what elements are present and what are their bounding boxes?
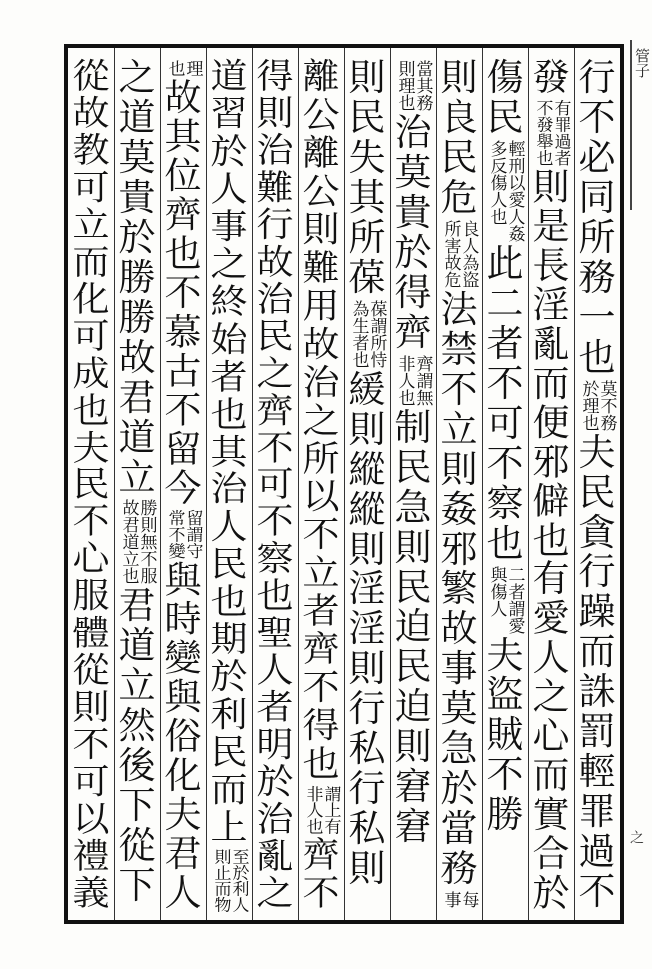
main-char: 與 bbox=[164, 559, 202, 602]
text-column bbox=[70, 58, 112, 913]
main-char: 此 bbox=[486, 241, 524, 285]
main-char: 窘 bbox=[394, 765, 432, 809]
main-char: 今 bbox=[164, 466, 202, 509]
main-char: 禁 bbox=[440, 327, 478, 371]
main-char: 其 bbox=[210, 431, 248, 473]
main-char: 故 bbox=[118, 335, 156, 379]
main-char: 是 bbox=[532, 205, 570, 248]
main-char: 勝 bbox=[118, 295, 156, 339]
main-char: 終 bbox=[210, 281, 248, 322]
main-char: 人 bbox=[532, 636, 570, 680]
annotation-line: 常不變 bbox=[164, 509, 185, 560]
annotation-line: 每 bbox=[458, 891, 479, 909]
column-rule bbox=[206, 48, 207, 920]
main-char: 人 bbox=[210, 506, 248, 548]
main-char: 勝 bbox=[486, 793, 524, 837]
main-char: 下 bbox=[118, 784, 156, 828]
main-char: 道 bbox=[118, 624, 156, 668]
main-char: 不 bbox=[302, 514, 340, 556]
main-char: 教 bbox=[72, 130, 110, 171]
main-char: 習 bbox=[210, 93, 248, 135]
main-char: 期 bbox=[210, 619, 248, 660]
main-char: 所 bbox=[348, 215, 386, 259]
main-char: 則 bbox=[348, 647, 386, 691]
main-char: 故 bbox=[440, 607, 478, 651]
annotation-line: 有罪過者 bbox=[550, 99, 571, 166]
main-char: 齊 bbox=[256, 390, 294, 431]
main-char: 化 bbox=[164, 754, 202, 797]
main-char: 然 bbox=[118, 704, 156, 748]
main-char: 察 bbox=[486, 481, 524, 525]
fore-edge-title: 管子 bbox=[633, 48, 651, 78]
main-char: 之 bbox=[256, 873, 294, 914]
main-char: 治 bbox=[256, 279, 294, 320]
main-char: 得 bbox=[394, 270, 432, 314]
main-char: 可 bbox=[256, 464, 294, 505]
main-char: 也 bbox=[210, 581, 248, 623]
main-char: 莫 bbox=[118, 135, 156, 179]
main-char: 則 bbox=[348, 847, 386, 891]
main-char: 公 bbox=[302, 94, 340, 136]
main-char: 於 bbox=[118, 215, 156, 259]
main-char: 於 bbox=[394, 230, 432, 274]
text-column bbox=[208, 58, 250, 914]
main-char: 君 bbox=[164, 832, 202, 875]
main-char: 而 bbox=[532, 754, 570, 797]
main-char: 化 bbox=[72, 279, 110, 320]
main-char: 不 bbox=[578, 870, 616, 914]
column-rule bbox=[482, 48, 483, 920]
main-char: 同 bbox=[578, 175, 616, 219]
main-char: 不 bbox=[256, 502, 294, 543]
main-char: 道 bbox=[118, 415, 156, 459]
main-char: 者 bbox=[256, 687, 294, 728]
main-char: 治 bbox=[256, 130, 294, 171]
main-char: 故 bbox=[256, 241, 294, 282]
main-char: 夫 bbox=[164, 793, 202, 836]
main-char: 也 bbox=[210, 394, 248, 435]
annotation-line: 至於利人 bbox=[228, 848, 249, 913]
main-char: 立 bbox=[118, 455, 156, 499]
main-char: 不 bbox=[486, 753, 524, 797]
main-char: 不 bbox=[440, 367, 478, 411]
main-char: 淫 bbox=[532, 283, 570, 326]
annotation-line: 齊謂無 bbox=[412, 354, 433, 406]
main-char: 則 bbox=[348, 56, 386, 99]
main-char: 盜 bbox=[486, 673, 524, 717]
main-char: 得 bbox=[256, 56, 294, 97]
main-char: 發 bbox=[532, 56, 570, 99]
main-char: 其 bbox=[164, 115, 202, 158]
annotation-line: 為生者也 bbox=[348, 299, 369, 368]
annotation-line: 也 bbox=[164, 59, 185, 77]
annotation-line: 二者謂愛 bbox=[504, 565, 525, 634]
main-char: 也 bbox=[164, 232, 202, 275]
main-char: 時 bbox=[164, 598, 202, 641]
main-char: 可 bbox=[486, 401, 524, 445]
main-char: 貴 bbox=[394, 190, 432, 234]
text-column bbox=[346, 58, 388, 889]
main-char: 務 bbox=[578, 255, 616, 299]
main-char: 則 bbox=[302, 208, 340, 250]
main-char: 亂 bbox=[256, 836, 294, 877]
main-char: 不 bbox=[486, 441, 524, 485]
annotation bbox=[166, 60, 201, 77]
main-char: 莫 bbox=[394, 150, 432, 194]
main-char: 則 bbox=[256, 93, 294, 134]
main-char: 必 bbox=[578, 135, 616, 179]
main-char: 便 bbox=[532, 401, 570, 444]
main-char: 從 bbox=[118, 824, 156, 868]
annotation bbox=[442, 891, 477, 908]
main-char: 縱 bbox=[348, 487, 386, 531]
main-char: 故 bbox=[72, 93, 110, 134]
main-char: 得 bbox=[302, 705, 340, 747]
main-char: 淫 bbox=[348, 607, 386, 651]
main-char: 民 bbox=[72, 464, 110, 505]
main-char: 道 bbox=[210, 56, 248, 97]
main-char: 窘 bbox=[394, 805, 432, 849]
main-char: 不 bbox=[256, 427, 294, 468]
main-char: 下 bbox=[118, 864, 156, 908]
annotation-line: 故君道立也 bbox=[118, 499, 139, 585]
main-char: 不 bbox=[578, 95, 616, 139]
main-char: 則 bbox=[348, 527, 386, 571]
annotation-line: 當其務 bbox=[412, 60, 433, 111]
main-char: 輕 bbox=[578, 750, 616, 794]
main-char: 過 bbox=[578, 830, 616, 874]
main-char: 慕 bbox=[164, 310, 202, 353]
main-char: 勝 bbox=[118, 255, 156, 299]
annotation-line: 多反傷人也 bbox=[486, 139, 507, 225]
main-char: 體 bbox=[72, 613, 110, 654]
main-char: 道 bbox=[118, 95, 156, 139]
column-rule bbox=[298, 48, 299, 920]
main-char: 行 bbox=[578, 56, 616, 99]
main-char: 行 bbox=[578, 550, 616, 594]
main-char: 人 bbox=[256, 650, 294, 691]
main-char: 者 bbox=[486, 321, 524, 365]
main-char: 罪 bbox=[578, 790, 616, 834]
main-char: 邪 bbox=[440, 527, 478, 571]
main-char: 之 bbox=[532, 676, 570, 719]
main-char: 則 bbox=[440, 56, 478, 99]
main-char: 公 bbox=[302, 170, 340, 212]
column-rule bbox=[390, 48, 391, 920]
main-char: 則 bbox=[394, 525, 432, 569]
main-char: 也 bbox=[256, 576, 294, 617]
main-char: 可 bbox=[72, 316, 110, 357]
annotation-line: 勝則無不服 bbox=[136, 499, 157, 585]
main-char: 愛 bbox=[532, 597, 570, 640]
main-char: 法 bbox=[440, 287, 478, 331]
main-char: 齊 bbox=[302, 834, 340, 876]
annotation-line: 事 bbox=[440, 891, 461, 909]
main-char: 縱 bbox=[348, 447, 386, 491]
main-char: 民 bbox=[394, 445, 432, 489]
main-char: 者 bbox=[302, 590, 340, 632]
main-char: 難 bbox=[302, 247, 340, 289]
main-char: 民 bbox=[394, 565, 432, 609]
main-char: 其 bbox=[348, 175, 386, 219]
main-char: 私 bbox=[348, 727, 386, 771]
main-char: 不 bbox=[164, 271, 202, 314]
main-char: 行 bbox=[348, 767, 386, 811]
main-char: 不 bbox=[302, 667, 340, 709]
main-char: 不 bbox=[72, 502, 110, 543]
main-char: 聖 bbox=[256, 613, 294, 654]
annotation-line: 則止而物 bbox=[210, 848, 231, 913]
main-char: 夫 bbox=[486, 633, 524, 677]
main-char: 不 bbox=[302, 872, 340, 914]
corner-mark: 之 bbox=[628, 830, 644, 844]
main-char: 治 bbox=[210, 469, 248, 510]
main-char: 迫 bbox=[394, 605, 432, 649]
main-char: 私 bbox=[348, 807, 386, 851]
main-char: 俗 bbox=[164, 715, 202, 758]
main-char: 則 bbox=[440, 447, 478, 491]
main-char: 賊 bbox=[486, 713, 524, 757]
main-char: 與 bbox=[164, 676, 202, 719]
main-char: 於 bbox=[532, 872, 570, 915]
main-char: 上 bbox=[210, 807, 248, 848]
main-char: 而 bbox=[72, 241, 110, 282]
main-char: 變 bbox=[164, 637, 202, 680]
main-char: 也 bbox=[578, 335, 616, 379]
main-char: 罰 bbox=[578, 710, 616, 754]
annotation-line: 於理也 bbox=[578, 379, 599, 431]
main-char: 於 bbox=[210, 657, 248, 698]
annotation-line: 留謂守 bbox=[182, 509, 203, 560]
main-char: 禮 bbox=[72, 836, 110, 877]
main-char: 察 bbox=[256, 539, 294, 580]
column-rule bbox=[160, 48, 161, 920]
annotation-line: 葆謂所恃 bbox=[366, 299, 387, 368]
main-char: 治 bbox=[302, 361, 340, 403]
annotation-line: 非人也 bbox=[394, 354, 415, 406]
main-char: 治 bbox=[394, 111, 432, 154]
main-char: 邪 bbox=[532, 440, 570, 483]
annotation-line: 理 bbox=[182, 59, 203, 77]
main-char: 於 bbox=[210, 131, 248, 172]
main-char: 良 bbox=[440, 95, 478, 139]
main-char: 人 bbox=[164, 871, 202, 914]
text-column bbox=[484, 58, 526, 835]
main-char: 當 bbox=[440, 807, 478, 851]
main-char: 位 bbox=[164, 154, 202, 197]
main-char: 則 bbox=[532, 165, 570, 209]
main-char: 行 bbox=[348, 687, 386, 731]
main-char: 之 bbox=[210, 243, 248, 285]
annotation-line: 則理也 bbox=[394, 60, 415, 111]
main-char: 傷 bbox=[486, 56, 524, 99]
main-char: 長 bbox=[532, 244, 570, 287]
main-char: 義 bbox=[72, 873, 110, 914]
main-char: 貪 bbox=[578, 510, 616, 554]
main-char: 制 bbox=[394, 405, 432, 449]
main-char: 失 bbox=[348, 135, 386, 179]
main-char: 故 bbox=[302, 323, 340, 365]
main-char: 可 bbox=[72, 167, 110, 208]
main-char: 合 bbox=[532, 832, 570, 876]
main-char: 民 bbox=[256, 316, 294, 357]
main-char: 離 bbox=[302, 56, 340, 98]
column-rule bbox=[252, 48, 253, 920]
main-char: 以 bbox=[302, 476, 340, 518]
main-char: 夫 bbox=[578, 430, 616, 474]
main-char: 姦 bbox=[440, 487, 478, 531]
text-column bbox=[116, 58, 158, 906]
main-char: 成 bbox=[72, 353, 110, 394]
main-char: 二 bbox=[486, 281, 524, 325]
annotation-line: 謂上有 bbox=[320, 785, 341, 835]
main-char: 也 bbox=[72, 390, 110, 431]
column-rule bbox=[114, 48, 115, 920]
main-char: 利 bbox=[210, 694, 248, 735]
main-char: 齊 bbox=[164, 193, 202, 236]
main-char: 繁 bbox=[440, 567, 478, 611]
text-column bbox=[162, 58, 204, 913]
annotation-line: 輕刑以愛人姦 bbox=[504, 139, 525, 242]
text-column bbox=[300, 58, 342, 913]
main-char: 務 bbox=[440, 847, 478, 891]
main-char: 君 bbox=[118, 375, 156, 419]
main-char: 之 bbox=[256, 353, 294, 394]
main-char: 莫 bbox=[440, 687, 478, 731]
main-char: 危 bbox=[440, 175, 478, 219]
annotation-line: 非人也 bbox=[302, 785, 323, 835]
main-char: 夫 bbox=[72, 427, 110, 468]
main-char: 立 bbox=[118, 664, 156, 708]
main-char: 於 bbox=[440, 767, 478, 811]
main-char: 則 bbox=[348, 407, 386, 451]
main-char: 齊 bbox=[394, 310, 432, 354]
main-char: 有 bbox=[532, 558, 570, 601]
main-char: 行 bbox=[256, 204, 294, 245]
main-char: 君 bbox=[118, 584, 156, 628]
annotation-line: 所害故危 bbox=[440, 219, 461, 288]
main-char: 實 bbox=[532, 793, 570, 836]
main-char: 從 bbox=[72, 56, 110, 97]
main-char: 民 bbox=[486, 95, 524, 139]
main-char: 從 bbox=[72, 650, 110, 691]
annotation-line: 良人為盜 bbox=[458, 219, 479, 288]
main-char: 心 bbox=[72, 539, 110, 580]
main-char: 而 bbox=[578, 630, 616, 674]
main-char: 民 bbox=[578, 470, 616, 514]
main-char: 心 bbox=[532, 715, 570, 758]
column-rule bbox=[436, 48, 437, 920]
annotation-line: 與傷人 bbox=[486, 565, 507, 617]
text-column bbox=[392, 58, 434, 847]
main-char: 後 bbox=[118, 744, 156, 788]
main-char: 則 bbox=[72, 687, 110, 728]
main-char: 服 bbox=[72, 576, 110, 617]
main-char: 民 bbox=[210, 732, 248, 773]
main-char: 則 bbox=[394, 725, 432, 769]
main-char: 之 bbox=[118, 56, 156, 99]
main-char: 不 bbox=[72, 724, 110, 765]
main-char: 離 bbox=[302, 132, 340, 174]
main-char: 以 bbox=[72, 799, 110, 840]
main-char: 僻 bbox=[532, 479, 570, 523]
main-char: 而 bbox=[210, 769, 248, 811]
main-char: 也 bbox=[486, 521, 524, 565]
main-char: 事 bbox=[210, 206, 248, 247]
main-char: 留 bbox=[164, 427, 202, 470]
main-char: 葆 bbox=[348, 255, 386, 299]
main-char: 可 bbox=[72, 762, 110, 803]
fore-edge-label bbox=[628, 40, 652, 210]
main-char: 貴 bbox=[118, 175, 156, 219]
main-char: 者 bbox=[210, 356, 248, 397]
main-char: 民 bbox=[348, 95, 386, 139]
main-char: 不 bbox=[486, 361, 524, 405]
main-char: 用 bbox=[302, 285, 340, 327]
main-char: 也 bbox=[532, 519, 570, 562]
text-column bbox=[254, 58, 296, 913]
main-char: 所 bbox=[302, 438, 340, 480]
main-char: 人 bbox=[210, 168, 248, 210]
text-column bbox=[438, 58, 480, 910]
main-char: 而 bbox=[532, 362, 570, 405]
main-char: 亂 bbox=[532, 322, 570, 366]
main-char: 急 bbox=[394, 485, 432, 529]
main-char: 一 bbox=[578, 295, 616, 339]
main-char: 難 bbox=[256, 167, 294, 208]
main-char: 治 bbox=[256, 799, 294, 840]
main-char: 緩 bbox=[348, 367, 386, 411]
main-char: 淫 bbox=[348, 567, 386, 611]
main-char: 誅 bbox=[578, 670, 616, 714]
main-char: 急 bbox=[440, 727, 478, 771]
main-char: 始 bbox=[210, 319, 248, 360]
annotation-line: 莫不務 bbox=[596, 379, 617, 431]
main-char: 民 bbox=[440, 135, 478, 179]
main-char: 躁 bbox=[578, 590, 616, 634]
main-char: 於 bbox=[256, 762, 294, 803]
main-char: 明 bbox=[256, 724, 294, 765]
main-char: 民 bbox=[394, 645, 432, 689]
main-char: 古 bbox=[164, 349, 202, 392]
main-char: 故 bbox=[164, 76, 202, 119]
main-char: 所 bbox=[578, 215, 616, 259]
main-char: 事 bbox=[440, 647, 478, 691]
main-char: 民 bbox=[210, 544, 248, 585]
text-frame bbox=[64, 44, 624, 924]
main-char: 不 bbox=[164, 388, 202, 431]
annotation-line: 不發舉也 bbox=[532, 99, 553, 166]
main-char: 之 bbox=[302, 399, 340, 441]
main-char: 立 bbox=[302, 552, 340, 594]
main-char: 迫 bbox=[394, 685, 432, 729]
main-char: 立 bbox=[440, 407, 478, 451]
main-char: 也 bbox=[302, 743, 340, 785]
main-char: 立 bbox=[72, 204, 110, 245]
main-char: 齊 bbox=[302, 629, 340, 671]
